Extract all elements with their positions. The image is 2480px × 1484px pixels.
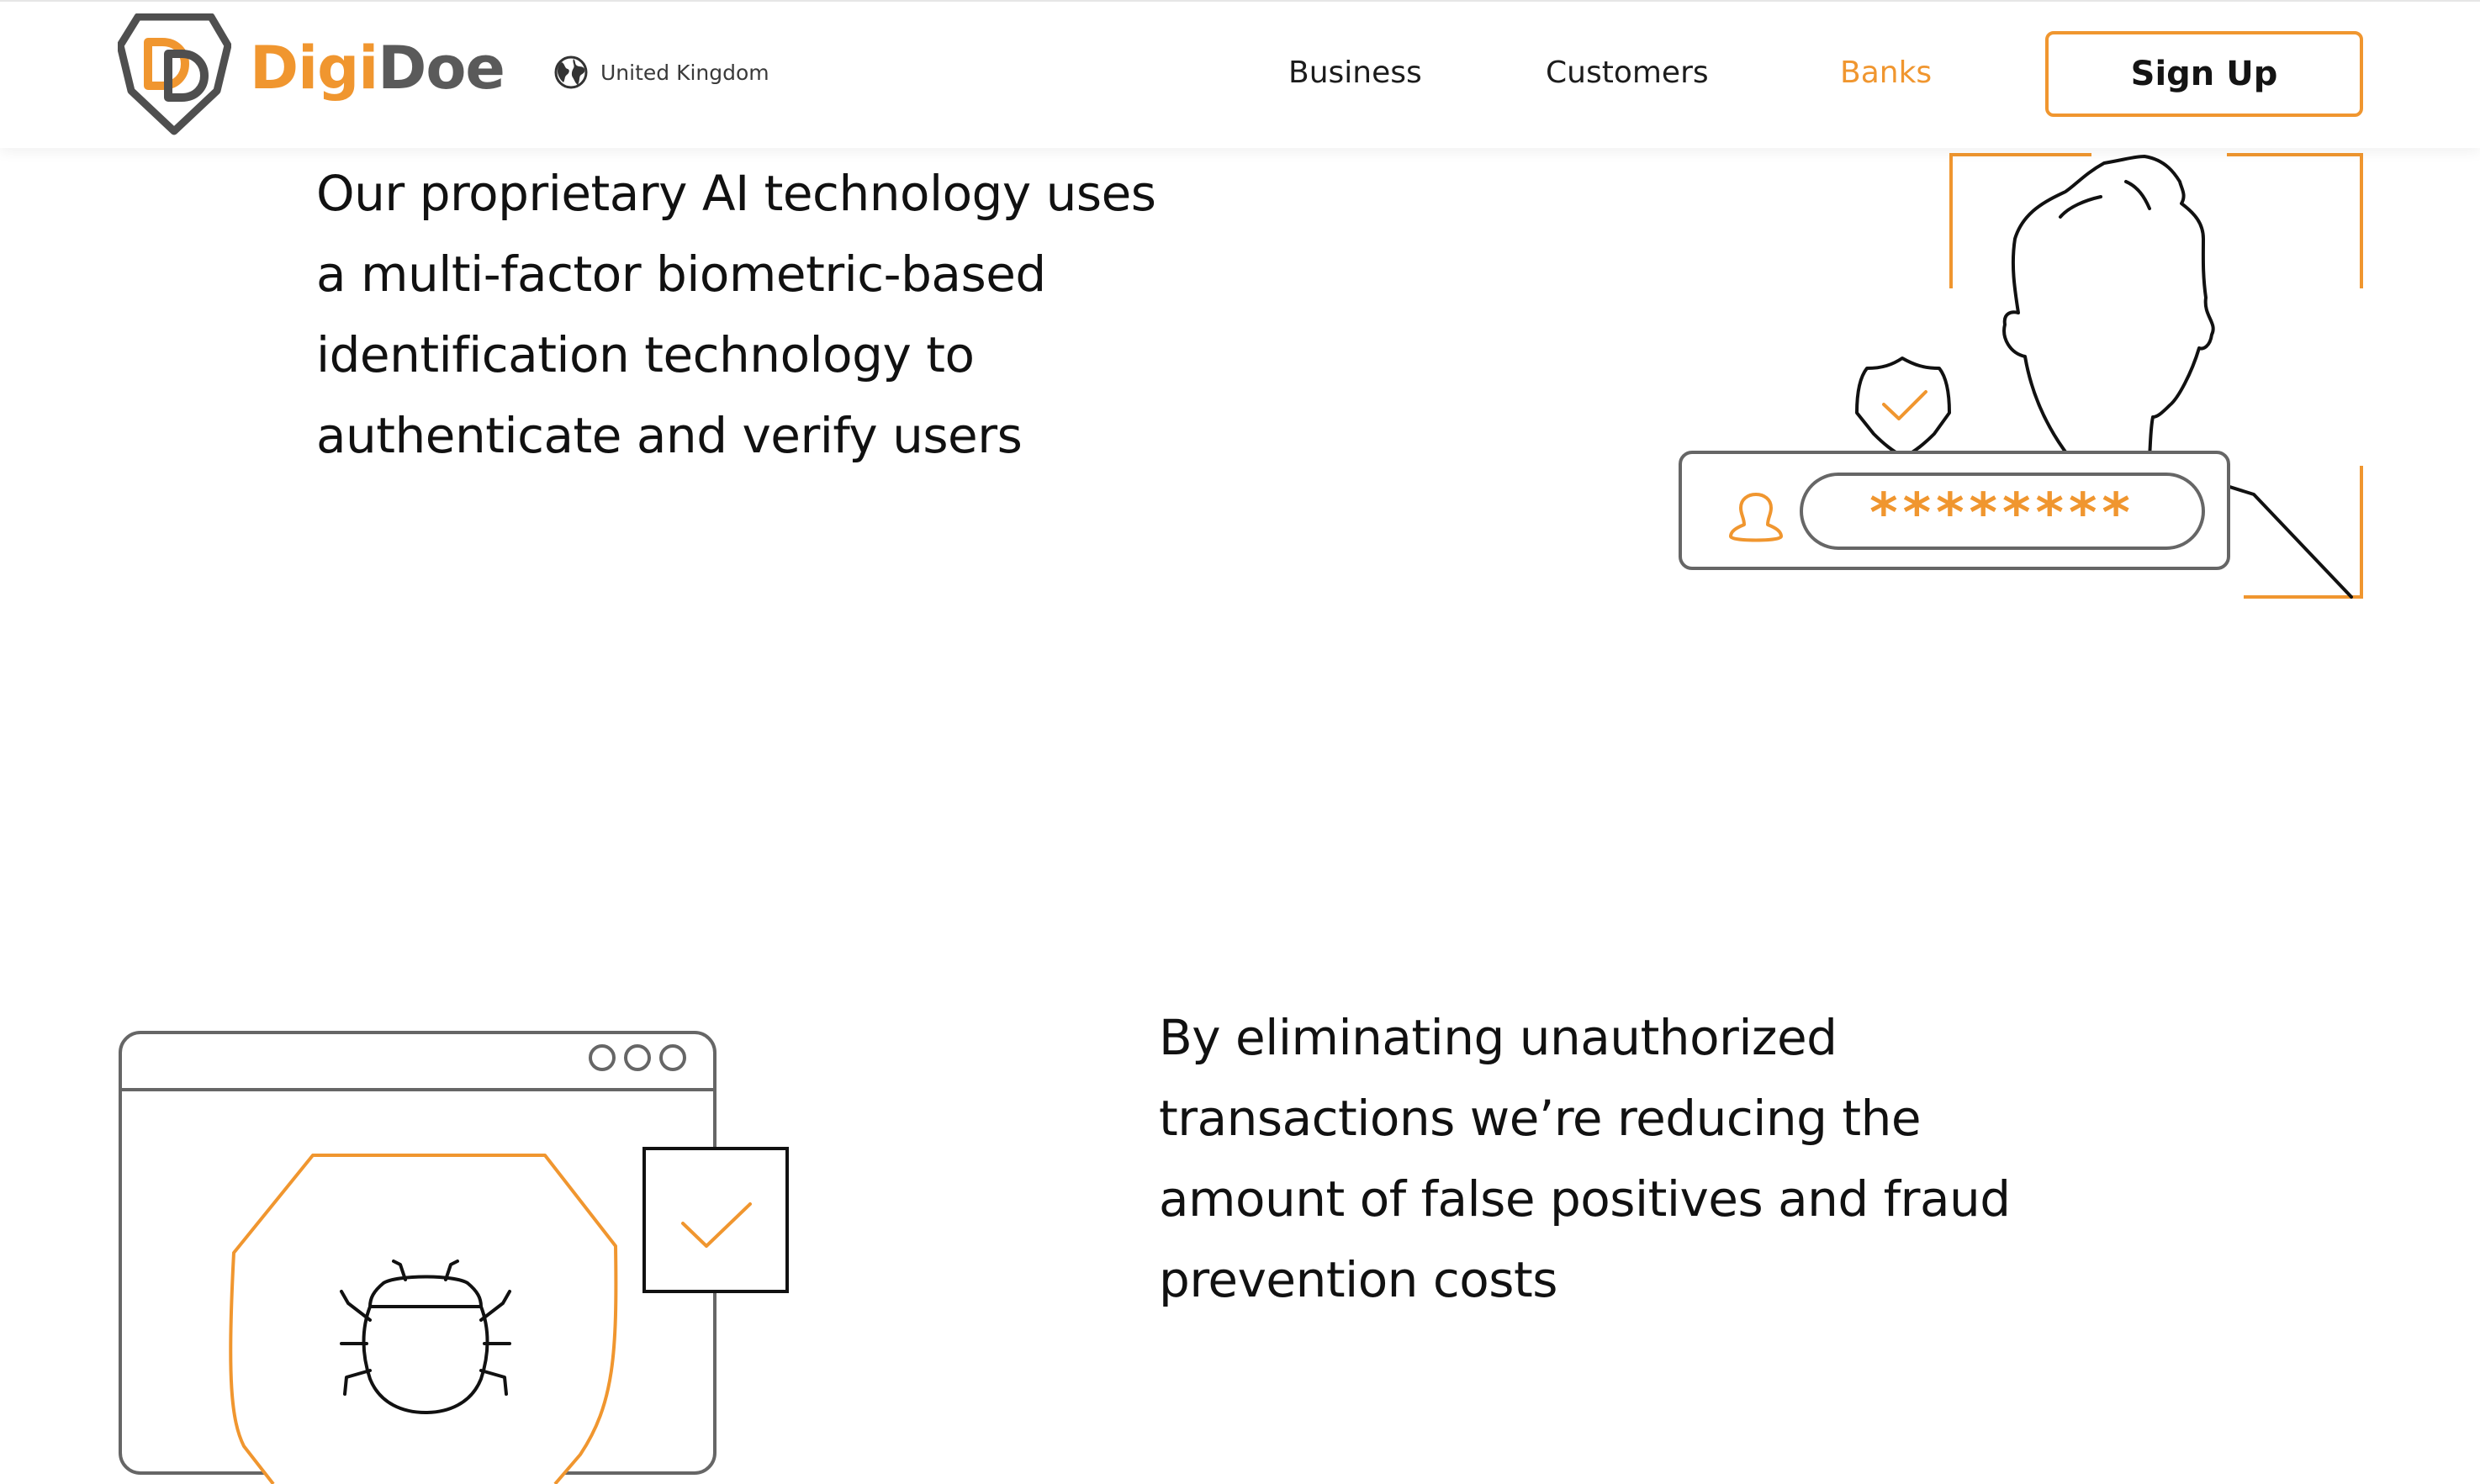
- region-label: United Kingdom: [600, 60, 769, 85]
- brand-name-suffix: Doe: [378, 34, 505, 103]
- top-divider: [0, 0, 2480, 2]
- site-header: [0, 0, 2480, 148]
- login-card-icon: [1680, 452, 2229, 568]
- nav-banks-link[interactable]: Banks: [1840, 55, 1933, 90]
- biometric-identity-illustration: [1674, 148, 2372, 686]
- description-line: authenticate and verify users: [316, 407, 1023, 464]
- shield-icon: [230, 1155, 616, 1484]
- fraud-reduction-description: [1159, 997, 2126, 1320]
- description-line: By eliminating unauthorized: [1159, 1009, 1838, 1066]
- password-mask: ********: [1869, 483, 2135, 545]
- brand-initial: D: [250, 34, 299, 103]
- description-line: a multi-factor biometric-based: [316, 246, 1046, 303]
- globe-icon: [553, 55, 589, 90]
- brand-name-part: igi: [298, 34, 378, 103]
- sign-up-button[interactable]: Sign Up: [2045, 31, 2363, 117]
- browser-bug-shield-illustration: [109, 1017, 807, 1484]
- description-line: amount of false positives and fraud: [1159, 1170, 2011, 1228]
- checkmark-box-icon: [644, 1149, 787, 1291]
- description-line: identification technology to: [316, 326, 975, 383]
- nav-customers-link[interactable]: Customers: [1546, 55, 1709, 90]
- nav-business-link[interactable]: Business: [1288, 55, 1422, 90]
- logo-icon[interactable]: [118, 13, 231, 135]
- biometric-description: [316, 153, 1309, 476]
- region-selector[interactable]: [553, 54, 769, 91]
- brand-wordmark[interactable]: [250, 30, 505, 106]
- shield-check-icon: [1857, 358, 1949, 457]
- description-line: prevention costs: [1159, 1251, 1557, 1308]
- description-line: transactions we’re reducing the: [1159, 1090, 1922, 1147]
- description-line: Our proprietary AI technology uses: [316, 165, 1156, 222]
